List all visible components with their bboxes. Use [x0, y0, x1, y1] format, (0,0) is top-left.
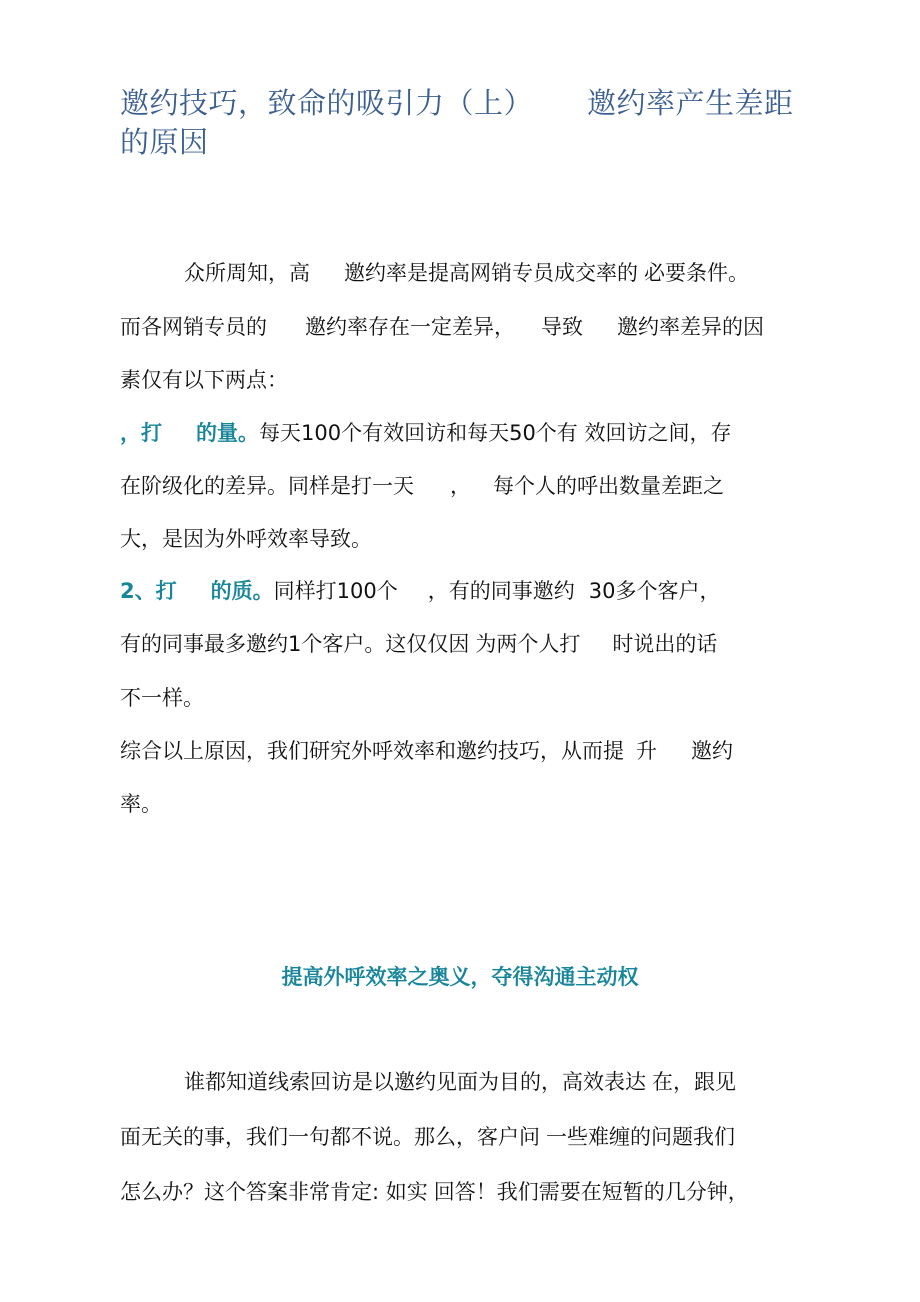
- point1-line-1: ，打 的量。每天100个有效回访和每天50个有 效回访之间，存: [120, 421, 732, 445]
- point2-line-1: 2、打 的质。同样打100个 ，有的同事邀约 30多个客户，: [120, 579, 721, 603]
- intro-line-3: 素仅有以下两点：: [120, 368, 288, 392]
- section-heading: 提高外呼效率之奥义，夺得沟通主动权: [281, 965, 639, 989]
- document-title: [120, 84, 810, 162]
- title-part-1: 邀约技巧，致命的吸引力（上）: [120, 86, 534, 120]
- point2-line-2: 有的同事最多邀约1个客户。这仅仅因 为两个人打 时说出的话: [120, 632, 718, 656]
- point2-line-3: 不一样。: [120, 686, 204, 710]
- summary-line-2: 率。: [120, 792, 162, 816]
- section2-line-2: 面无关的事，我们一句都不说。那么，客户问 一些难缠的问题我们: [120, 1125, 735, 1149]
- intro-line-2: 而各网销专员的 邀约率存在一定差异， 导致 邀约率差异的因: [120, 315, 764, 339]
- title-part-2: 邀约率产生差距的原因: [120, 86, 794, 159]
- point1-line-3: 大，是因为外呼效率导致。: [120, 527, 372, 551]
- point1-line-2: 在阶级化的差异。同样是打一天 ， 每个人的呼出数量差距之: [120, 474, 724, 498]
- section2-line-3: 怎么办？这个答案非常肯定: 如实 回答！我们需要在短暂的几分钟，: [120, 1180, 749, 1204]
- section2-line-1: 谁都知道线索回访是以邀约见面为目的，高效表达 在，跟见: [184, 1070, 736, 1094]
- point2-label: 2、打 的质。: [120, 579, 274, 603]
- intro-line-1: 众所周知，高 邀约率是提高网销专员成交率的 必要条件。: [184, 261, 749, 285]
- summary-line-1: 综合以上原因，我们研究外呼效率和邀约技巧，从而提 升 邀约: [120, 739, 733, 763]
- point1-label: ，打 的量。: [120, 421, 259, 445]
